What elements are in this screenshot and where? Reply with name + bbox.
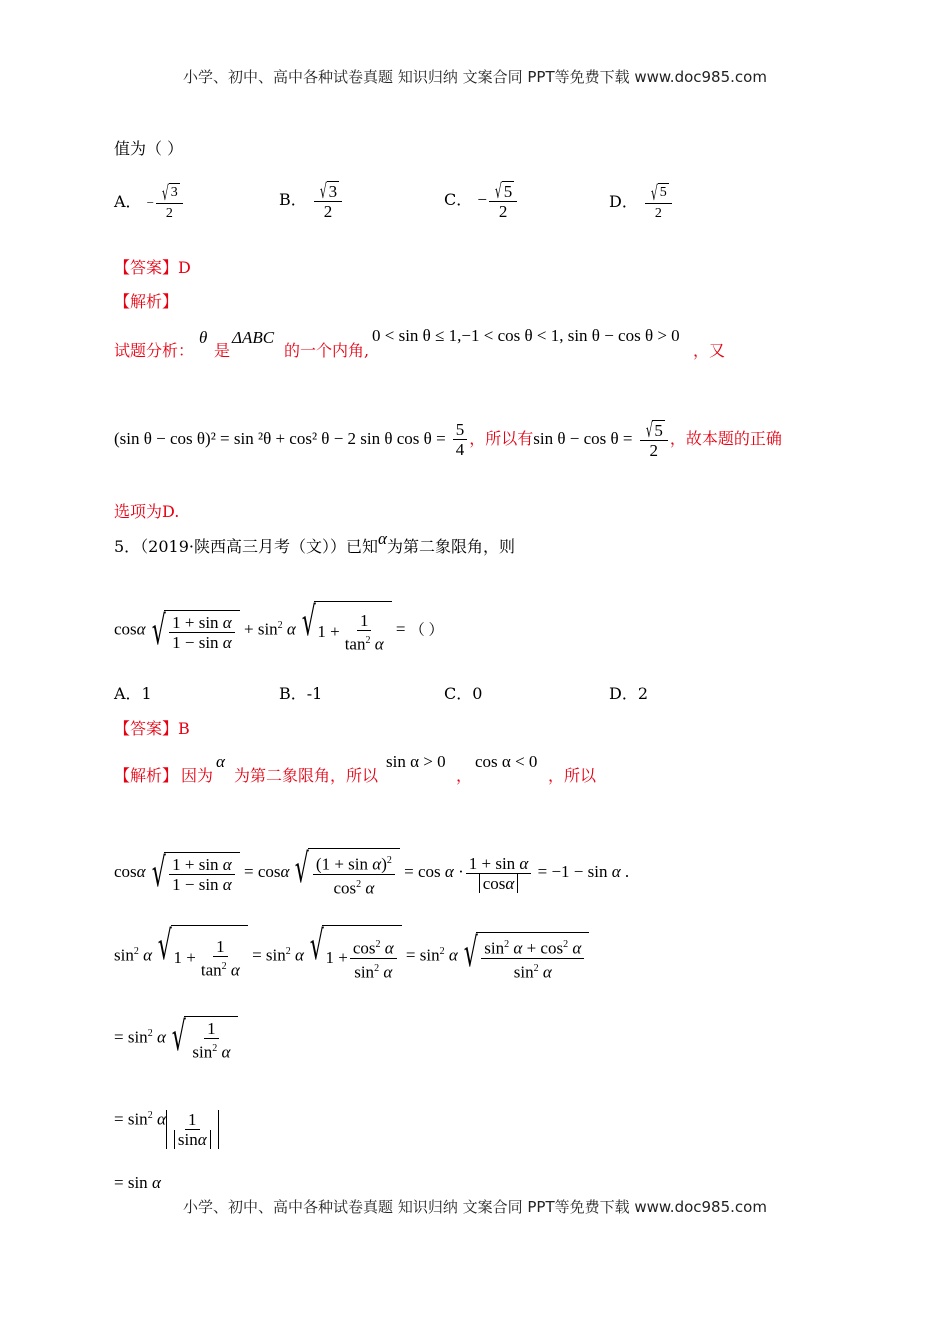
q5-option-c: C．0 [444,684,483,703]
answer-label: 【答案】D [114,258,191,277]
sin-condition: sin α > 0 [386,752,446,771]
option-denominator: 2 [654,205,662,221]
analysis-label: 【解析】 [114,292,179,311]
q5-quadrant: 为第二象限角，所以 [234,766,379,785]
derivation-line-2: $\sin^2 \alpha$ √ 1 + $\frac{1}{\tan^2 \alpha}$ = $\sin^2 \alpha$ √ 1 + $\frac{\cos^2 \alpha}{\sin^2 \alpha}$ = $\sin^2 \alpha$ √ $\frac{\sin^2 \alpha + \cos^2 \alpha}{\sin^2 \alpha}$ [114,922,589,988]
theta-symbol: θ [199,328,208,347]
q5-stem-mid: 为第二象限角，则 [386,537,515,556]
derivation-result: = sin α [114,1173,161,1192]
option-letter: A． [114,192,142,211]
q5-answer: 【答案】B [114,719,190,738]
page-footer: 小学、初中、高中各种试卷真题 知识归纳 文案合同 PPT等免费下载 www.doc985.com [183,1198,767,1216]
option-letter: C． [444,190,473,209]
fraction-numerator: 5 [453,420,468,440]
derivation-line-1: cosα √ $\frac{\text{1 + sin α}}{\text{1 − sin α}}$ = cosα √ $\frac{(1 + \sin \alpha)^2}{\cos^2 \alpha}$ = cos α · 1 + sin α cos α = −1 − sin α . [114,846,630,898]
alpha-symbol: α [216,752,225,771]
page-header: 小学、初中、高中各种试卷真题 知识归纳 文案合同 PPT等免费下载 www.doc985.com [183,68,767,86]
option-c: C． − √ 5 2 [444,176,519,224]
analysis-therefore: ，所以有 [469,429,534,448]
option-radicand: 3 [328,181,338,201]
inequality-condition: 0 < sin θ ≤ 1,−1 < cos θ < 1, sin θ − cos θ > 0 [372,326,680,345]
fraction-denominator: 4 [455,440,465,459]
analysis-prefix: 试题分析： [114,341,195,360]
q5-option-d: D．2 [609,684,649,703]
q5-option-b: B．-1 [279,684,323,703]
option-b: B． √ 3 2 [279,176,344,224]
derivation-line-3: = $\sin^2 \alpha$ √ $\frac{1}{\sin^2 \alpha}$ [114,1004,238,1068]
option-radicand: 5 [503,181,513,201]
option-sign: − [146,195,154,210]
option-letter: D． [609,192,638,211]
q5-stem-text: 5．（2019·陕西高三月考（文））已知 [114,537,378,556]
q5-comma: ， [456,766,473,785]
analysis-conclusion: ，故本题的正确 [669,429,782,448]
derivation-line-4: = $\sin^2 \alpha$ 1 sin α [114,1086,219,1150]
q5-stem: 5．（2019·陕西高三月考（文））已知α为第二象限角，则 [114,529,515,556]
option-radicand: 5 [658,183,669,203]
option-d: D． √ 5 2 [609,180,674,224]
option-denominator: 2 [165,205,173,221]
analysis-final-option: 选项为D. [114,502,180,521]
analysis-inner-angle: 的一个内角, [284,341,370,360]
q5-expression: cosα √ $\frac{\text{1 + sin α}}{\text{1 − sin α}}$ + $\sin^2 \alpha$ √ 1 + $\frac{1}{\tan^2 \alpha}$ = （ ） [114,598,444,660]
option-sign: − [477,190,487,209]
option-a: A． − √ 3 2 [114,180,185,225]
option-denominator: 2 [323,202,333,222]
q5-option-a: A．1 [114,684,152,703]
q5-analysis-label: 【解析】 [114,766,179,785]
difference-equation: sin θ − cos θ = [533,429,633,448]
analysis-is: 是 [214,341,231,360]
option-radicand: 3 [169,183,180,203]
option-denominator: 2 [498,202,508,222]
analysis-also: ，又 [693,341,726,360]
triangle-abc: ΔABC [232,328,275,347]
q5-therefore: ，所以 [548,766,597,785]
analysis-line-2: (sin θ − cos θ)² = sin ²θ + cos² θ − 2 sin θ cos θ = $\frac{5}{4}$ ，所以有sin θ − cos θ = √ 5 2 ，故本题的正确 [114,418,782,461]
question-stem-tail: 值为（ ） [114,139,184,158]
q5-paren: （ ） [409,622,444,639]
cos-condition: cos α < 0 [475,752,538,771]
square-identity: (sin θ − cos θ)² = sin ²θ + cos² θ − 2 sin θ cos θ = [114,429,446,448]
option-letter: B． [279,190,307,209]
q5-because: 因为 [181,766,214,785]
